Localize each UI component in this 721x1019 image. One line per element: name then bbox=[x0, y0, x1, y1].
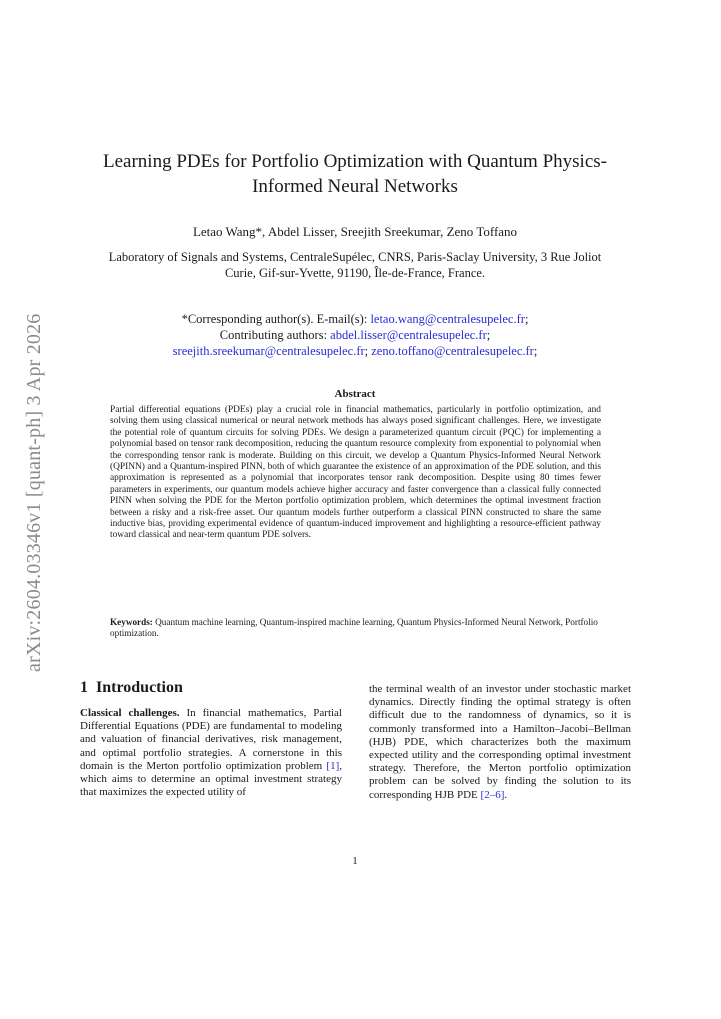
abstract-heading: Abstract bbox=[334, 388, 376, 400]
keywords-label: Keywords: bbox=[110, 617, 153, 627]
corresponding-email-link[interactable]: letao.wang@centralesupelec.fr bbox=[370, 312, 525, 326]
separator: ; bbox=[364, 344, 372, 358]
intro-paragraph-left bbox=[80, 707, 342, 799]
separator: ; bbox=[533, 344, 538, 358]
contributing-authors-line bbox=[100, 327, 610, 343]
paragraph-text: In financial mathematics, Partial Differential Equations (PDE) are fundamental to modeling and valuation of financial derivatives, risk management, and optimal portfolio strategies. A cornerstone in this domain is the Merton portfolio optimization problem bbox=[80, 707, 342, 772]
contributing-email-link-lisser[interactable]: abdel.lisser@centralesupelec.fr bbox=[330, 328, 487, 342]
contributing-email-link-sreekumar[interactable]: sreejith.sreekumar@centralesupelec.fr bbox=[172, 344, 365, 358]
left-column bbox=[80, 679, 342, 799]
right-column bbox=[369, 683, 631, 802]
keywords-text: Quantum machine learning, Quantum-inspired machine learning, Quantum Physics-Informed Neural Network, Portfolio optimization. bbox=[110, 617, 598, 638]
keywords bbox=[110, 617, 601, 639]
corresponding-author-line bbox=[100, 311, 610, 327]
paragraph-text: . bbox=[504, 788, 508, 801]
corresponding-author-label: *Corresponding author(s). E-mail(s): bbox=[181, 312, 371, 326]
contributing-email-link-toffano[interactable]: zeno.toffano@centralesupelec.fr bbox=[371, 344, 534, 358]
separator: ; bbox=[524, 312, 529, 326]
paragraph-text: , which aims to determine an optimal investment strategy that maximizes the expected utility of bbox=[80, 759, 342, 799]
author-list: Letao Wang*, Abdel Lisser, Sreejith Sreekumar, Zeno Toffano bbox=[192, 224, 518, 239]
contributing-emails-line bbox=[100, 343, 610, 359]
section-heading bbox=[80, 679, 342, 697]
abstract-text: Partial differential equations (PDEs) play a crucial role in financial mathematics, particularly in portfolio optimization, and solving them using classical numerical or neural network methods has always posed significant challenges. Here, we investigate the potential role of quantum circuits for solving PDEs. We design a parameterized quantum circuit (PQC) for implementing a polynomial based on tensor rank decomposition, reducing the quantum resource complexity from exponential to polynomial when the corresponding tensor rank is moderate. Building on this circuit, we develop a Quantum Physics-Informed Neural Network (QPINN) and a Quantum-inspired PINN, both of which guarantee the existence of an approximation of the PDE solution, and this approximation is represented as a polynomial that incorporates tensor rank decomposition. Despite using 80 times fewer parameters in experiments, our quantum models achieve higher accuracy and faster convergence than a classical fully connected PINN when solving the PDE for the Merton portfolio optimization problem, which determines the optimal investment fraction between a risky and a risk-free asset. Our quantum models further outperform a classical PINN constructed to share the same inductive bias, providing experimental evidence of quantum-induced improvement and highlighting a resource-efficient pathway toward classical and near-term quantum PDE solvers. bbox=[110, 405, 601, 541]
arxiv-stamp: arXiv:2604.03346v1 [quant-ph] 3 Apr 2026 bbox=[23, 313, 45, 672]
correspondence-block bbox=[100, 311, 610, 359]
section-number: 1 bbox=[80, 679, 88, 696]
citation-link[interactable]: [1] bbox=[326, 759, 340, 772]
paper-title: Learning PDEs for Portfolio Optimization with Quantum Physics-Informed Neural Networks bbox=[103, 151, 607, 197]
separator: ; bbox=[486, 328, 491, 342]
contributing-authors-label: Contributing authors: bbox=[219, 328, 331, 342]
citation-link[interactable]: [2–6] bbox=[480, 788, 505, 801]
paragraph-text: the terminal wealth of an investor under stochastic market dynamics. Directly finding the optimal strategy is often difficult due to the randomness of dynamics, so it is commonly transformed into a Hamilton–Jacobi–Bellman (HJB) PDE, which characterizes both the maximum expected utility and the corresponding optimal investment strategy. Therefore, the Merton portfolio optimization problem can be solved by finding the solution to its corresponding HJB PDE bbox=[369, 683, 631, 801]
affiliation: Laboratory of Signals and Systems, CentraleSupélec, CNRS, Paris-Saclay University, 3 Rue Joliot Curie, Gif-sur-Yvette, 91190, Île-de-France, France. bbox=[108, 250, 602, 280]
run-in-heading: Classical challenges. bbox=[80, 707, 180, 719]
page-number: 1 bbox=[352, 855, 358, 867]
intro-paragraph-right bbox=[369, 683, 631, 802]
section-title: Introduction bbox=[96, 679, 183, 696]
